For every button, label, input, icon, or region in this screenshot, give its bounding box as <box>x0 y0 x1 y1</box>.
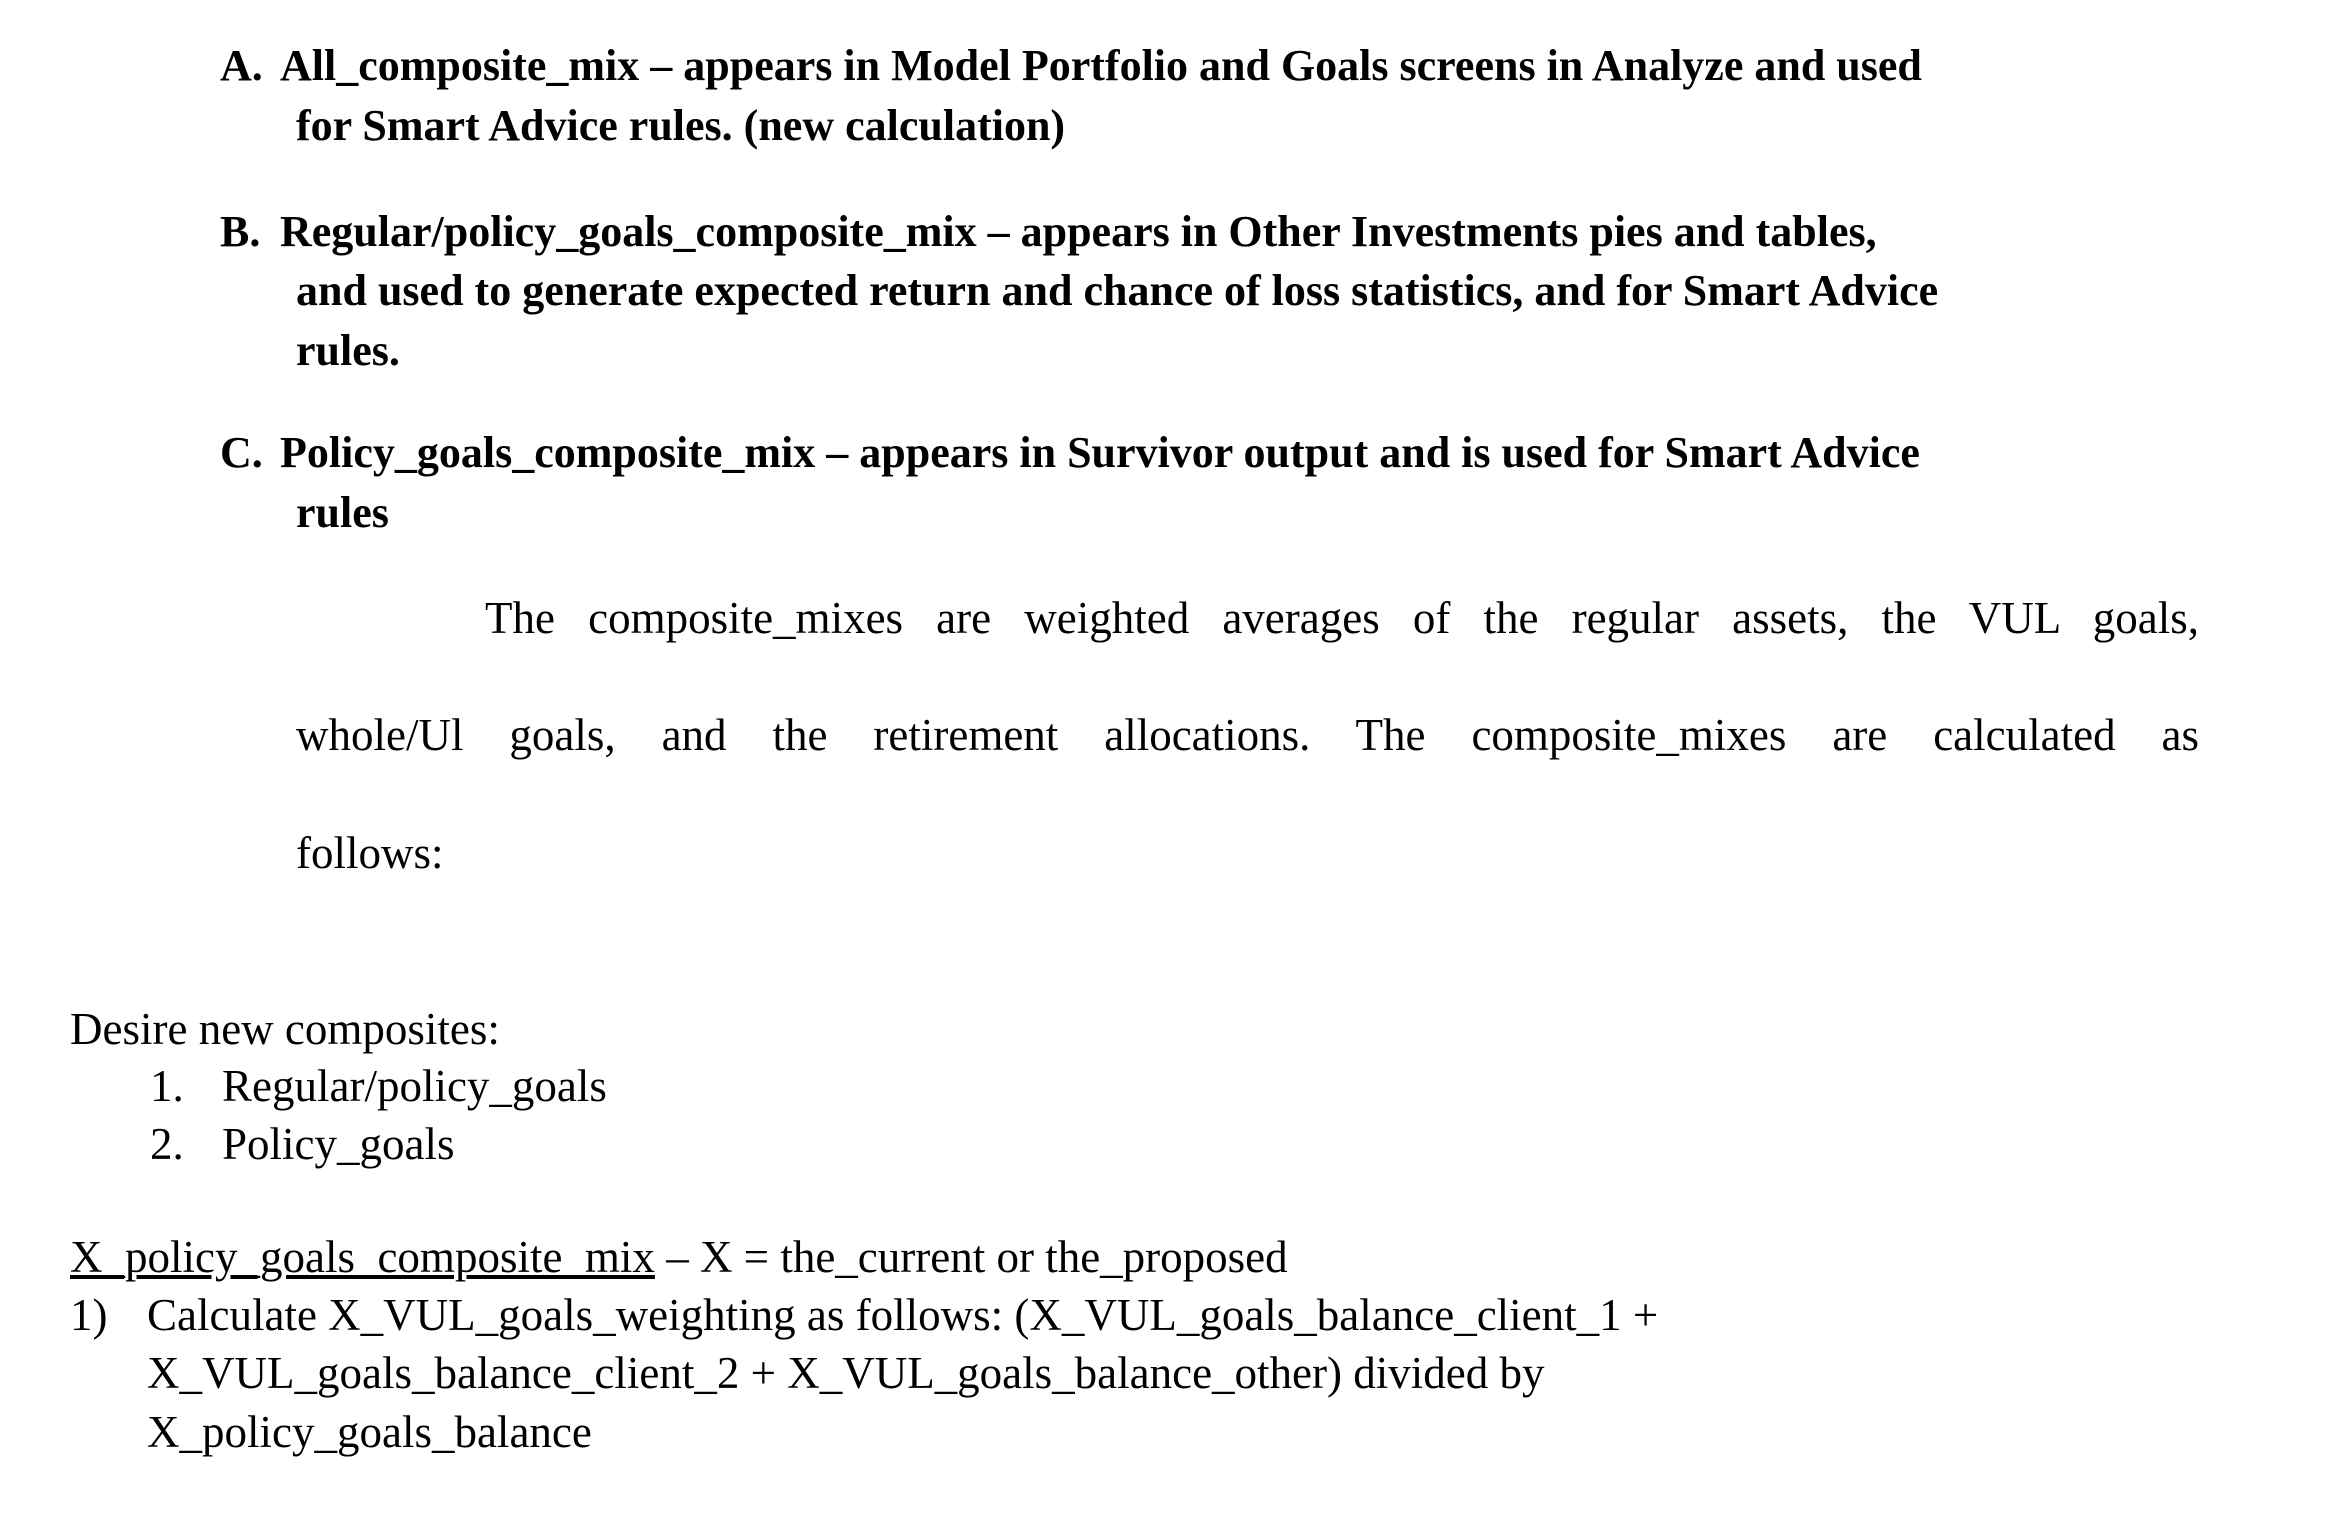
list-number: 2. <box>150 1122 184 1167</box>
definition-letter: C. <box>220 431 263 475</box>
definition-line: All_composite_mix – appears in Model Portfolio and Goals screens in Analyze and used <box>280 44 1922 88</box>
definition-line: Policy_goals_composite_mix – appears in Survivor output and is used for Smart Advice <box>280 431 1920 475</box>
paragraph-line: whole/Ul goals, and the retirement allocations. The composite_mixes are calculated as <box>296 713 2199 758</box>
definition-line: Regular/policy_goals_composite_mix – appears in Other Investments pies and tables, <box>280 210 1877 254</box>
step-number: 1) <box>70 1293 108 1338</box>
step-line: Calculate X_VUL_goals_weighting as follows: (X_VUL_goals_balance_client_1 + <box>147 1293 1658 1338</box>
step-line: X_policy_goals_balance <box>147 1410 592 1455</box>
definition-line: rules <box>296 491 389 535</box>
definition-letter: A. <box>220 44 263 88</box>
paragraph-line: follows: <box>296 831 444 876</box>
list-item: Regular/policy_goals <box>222 1064 607 1109</box>
formula-term: X_policy_goals_composite_mix <box>70 1232 655 1282</box>
desire-heading: Desire new composites: <box>70 1007 500 1052</box>
definition-line: and used to generate expected return and chance of loss statistics, and for Smart Advice <box>296 269 1938 313</box>
formula-definition: – X = the_current or the_proposed <box>655 1232 1288 1282</box>
list-item: Policy_goals <box>222 1122 455 1167</box>
definition-line: rules. <box>296 329 400 373</box>
step-line: X_VUL_goals_balance_client_2 + X_VUL_goals_balance_other) divided by <box>147 1351 1544 1396</box>
definition-letter: B. <box>220 210 260 254</box>
definition-line: for Smart Advice rules. (new calculation) <box>296 104 1065 148</box>
paragraph-line: The composite_mixes are weighted averages of the regular assets, the VUL goals, <box>485 596 2199 641</box>
list-number: 1. <box>150 1064 184 1109</box>
